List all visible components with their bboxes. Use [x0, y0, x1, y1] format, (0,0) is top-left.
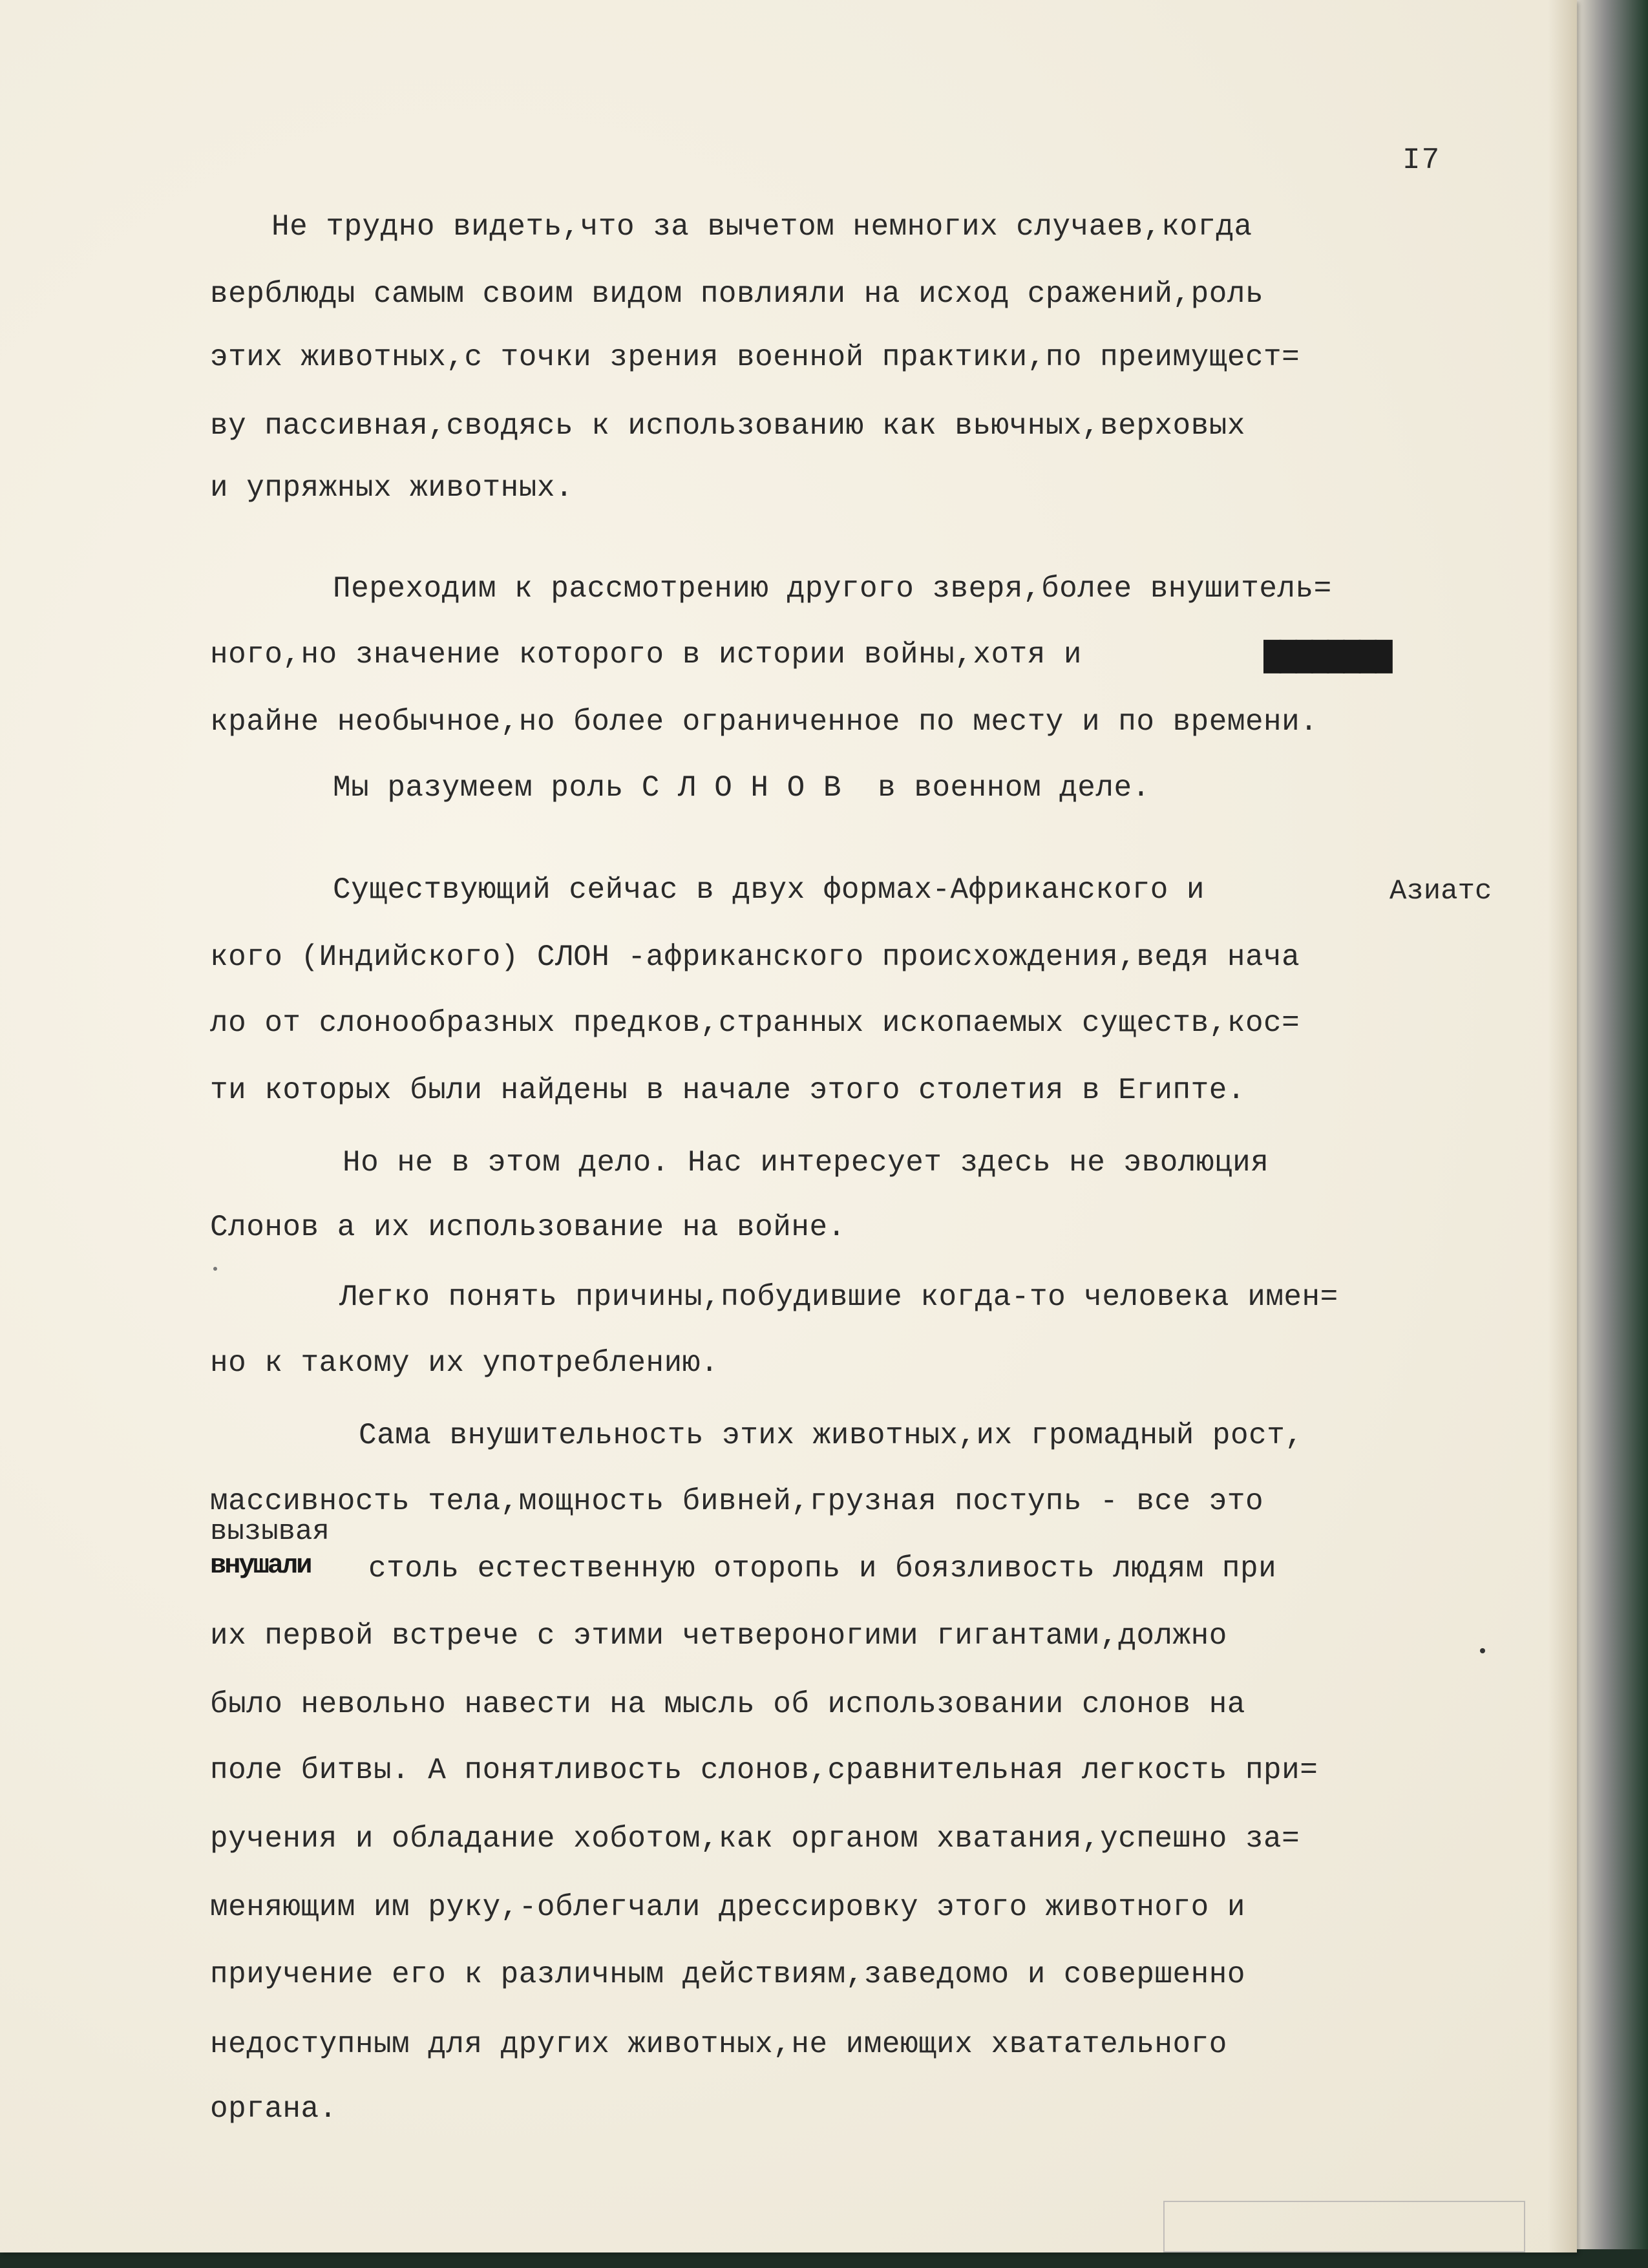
text-line: Легко понять причины,побудившие когда-то человека имен= — [339, 1280, 1338, 1314]
handwritten-correction: Азиатс — [1389, 875, 1492, 907]
text-line: верблюды самым своим видом повлияли на исход сражений,роль — [210, 277, 1264, 311]
text-line: и упряжных животных. — [210, 471, 574, 505]
paper-edge-shading — [1548, 0, 1577, 2252]
text-line: ву пассивная,сводясь к использованию как вьючных,верховых — [210, 409, 1245, 443]
text-line: было невольно навести на мысль об использовании слонов на — [210, 1688, 1245, 1721]
text-line: ручения и обладание хоботом,как органом хватания,успешно за= — [210, 1822, 1300, 1856]
ink-speck — [213, 1267, 217, 1271]
text-line: крайне необычное,но более ограниченное по месту и по времени. — [210, 705, 1318, 739]
text-line: ного,но значение которого в истории войны,хотя и — [210, 638, 1083, 672]
text-line: Переходим к рассмотрению другого зверя,более внушитель= — [333, 572, 1332, 606]
page-number: I7 — [1402, 143, 1441, 177]
text-line: Но не в этом дело. Нас интересует здесь не эволюция — [343, 1146, 1269, 1180]
text-line: органа. — [210, 2092, 337, 2126]
ink-speck — [1480, 1648, 1485, 1653]
text-line: приучение его к различным действиям,заведомо и совершенно — [210, 1958, 1245, 1991]
text-line: Существующий сейчас в двух формах-Африканского и — [333, 873, 1205, 907]
struck-out-word: внушали — [210, 1550, 311, 1581]
text-line: Не трудно видеть,что за вычетом немногих случаев,когда — [271, 210, 1252, 244]
text-line: недоступным для других животных,не имеющих хватательного — [210, 2028, 1227, 2061]
text-line: массивность тела,мощность бивней,грузная поступь - все это — [210, 1485, 1264, 1518]
text-line: меняющим им руку,-облегчали дрессировку этого животного и — [210, 1891, 1245, 1924]
text-line: Мы разумеем роль С Л О Н О В в военном деле. — [333, 771, 1150, 805]
text-line: столь естественную оторопь и боязливость людям при — [368, 1552, 1277, 1585]
typed-correction-above: вызывая — [210, 1516, 330, 1548]
scan-background-right — [1577, 0, 1648, 2268]
struck-out-word: ████████ — [1263, 640, 1391, 673]
library-stamp — [1163, 2201, 1525, 2252]
text-line: поле битвы. А понятливость слонов,сравнительная легкость при= — [210, 1754, 1318, 1787]
text-line: ти которых были найдены в начале этого столетия в Египте. — [210, 1074, 1245, 1107]
text-line: кого (Индийского) СЛОН -африканского происхождения,ведя нача — [210, 940, 1300, 974]
text-line: их первой встрече с этими четвероногими гигантами,должно — [210, 1619, 1227, 1653]
text-line: ло от слонообразных предков,странных ископаемых существ,кос= — [210, 1006, 1300, 1040]
text-line: Слонов а их использование на войне. — [210, 1211, 846, 1244]
text-line: но к такому их употреблению. — [210, 1346, 719, 1380]
text-line: этих животных,с точки зрения военной практики,по преимущест= — [210, 341, 1300, 374]
text-line: Сама внушительность этих животных,их громадный рост, — [359, 1419, 1304, 1452]
